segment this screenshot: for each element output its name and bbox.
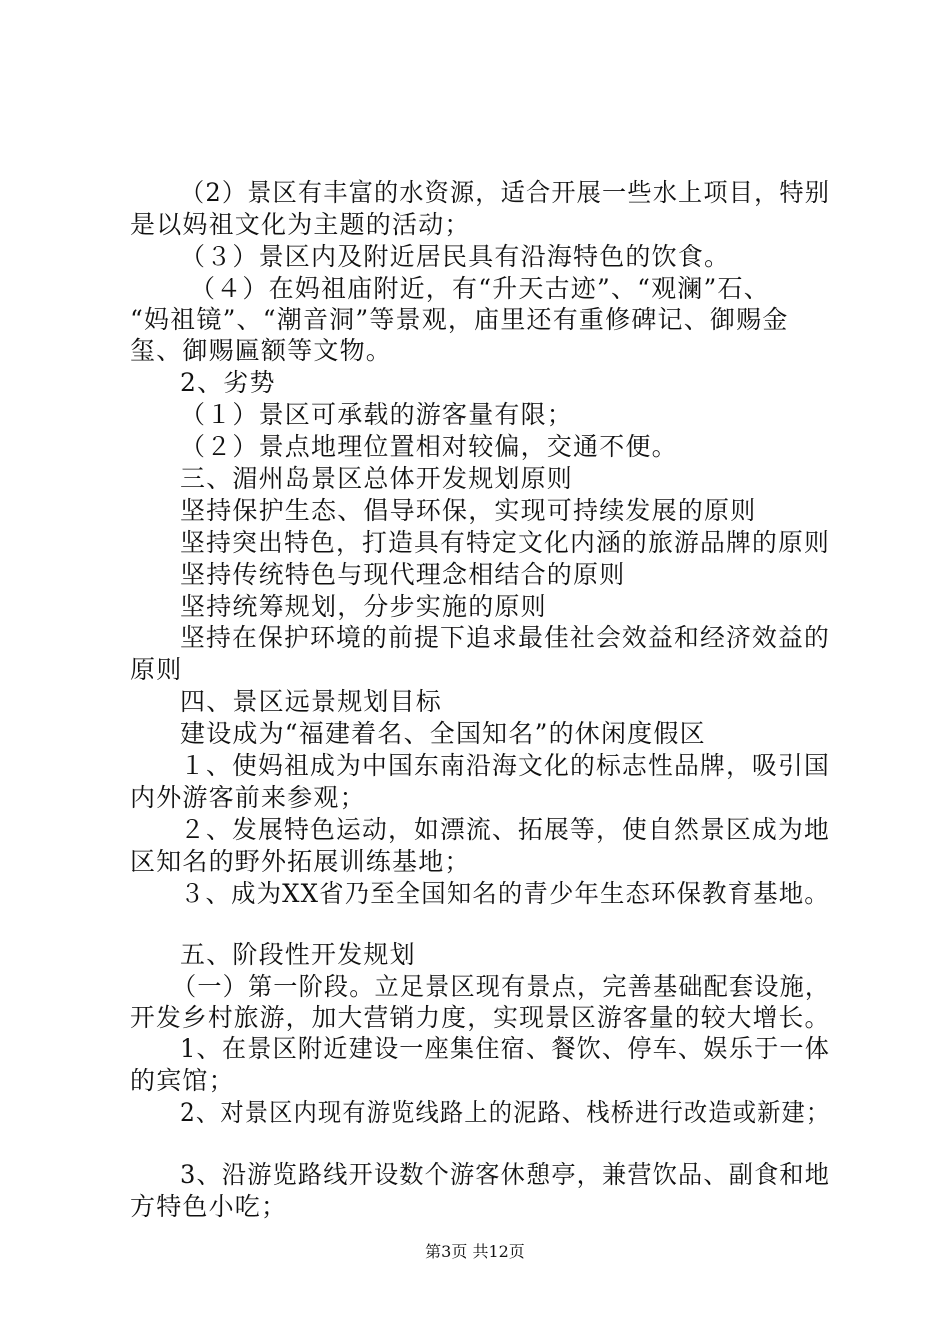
text-line: 2、对景区内现有游览线路上的泥路、栈桥进行改造或新建； — [180, 1098, 831, 1127]
text-line: 的宾馆； — [130, 1066, 235, 1095]
text-line: 区知名的野外拓展训练基地； — [130, 847, 471, 876]
text-line: （４）在妈祖庙附近，有“升天古迹”、“观澜”石、 — [190, 274, 770, 303]
section-heading: 三、湄州岛景区总体开发规划原则 — [180, 464, 574, 493]
text-line: （2）景区有丰富的水资源，适合开展一些水上项目，特别 — [180, 178, 831, 207]
text-line: （１）景区可承载的游客量有限； — [180, 400, 574, 429]
text-line: 建设成为“福建着名、全国知名”的休闲度假区 — [180, 719, 706, 748]
text-line: ２、发展特色运动，如漂流、拓展等，使自然景区成为地 — [180, 815, 831, 844]
text-line: 坚持突出特色，打造具有特定文化内涵的旅游品牌的原则 — [180, 528, 831, 557]
section-heading: 五、阶段性开发规划 — [180, 940, 416, 969]
text-line: １、使妈祖成为中国东南沿海文化的标志性品牌，吸引国 — [180, 751, 831, 780]
text-line: 坚持在保护环境的前提下追求最佳社会效益和经济效益的 — [180, 623, 831, 652]
text-line: 坚持保护生态、倡导环保，实现可持续发展的原则 — [180, 496, 757, 525]
section-heading: 四、景区远景规划目标 — [180, 687, 443, 716]
text-line: （一）第一阶段。立足景区现有景点，完善基础配套设施， — [172, 972, 831, 1001]
text-line: 坚持传统特色与现代理念相结合的原则 — [180, 560, 626, 589]
text-line: 是以妈祖文化为主题的活动； — [130, 210, 471, 239]
text-line: 方特色小吃； — [130, 1192, 288, 1221]
text-line: 玺、御赐匾额等文物。 — [130, 336, 393, 365]
text-line: 原则 — [130, 655, 183, 684]
text-line: “妈祖镜”、“潮音洞”等景观，庙里还有重修碑记、御赐金 — [130, 305, 789, 334]
text-line: （２）景点地理位置相对较偏，交通不便。 — [180, 432, 678, 461]
text-line: 坚持统筹规划，分步实施的原则 — [180, 592, 547, 621]
text-line: 1、在景区附近建设一座集住宿、餐饮、停车、娱乐于一体 — [180, 1034, 831, 1063]
text-line: 3、沿游览路线开设数个游客休憩亭，兼营饮品、副食和地 — [180, 1160, 831, 1189]
text-line: （３）景区内及附近居民具有沿海特色的饮食。 — [180, 242, 731, 271]
text-line: 内外游客前来参观； — [130, 783, 366, 812]
page-number-footer: 第3页 共12页 — [425, 1242, 525, 1261]
text-line: ３、成为XX省乃至全国知名的青少年生态环保教育基地。 — [180, 879, 830, 908]
section-heading: 2、劣势 — [180, 368, 276, 397]
text-line: 开发乡村旅游，加大营销力度，实现景区游客量的较大增长。 — [130, 1003, 831, 1032]
